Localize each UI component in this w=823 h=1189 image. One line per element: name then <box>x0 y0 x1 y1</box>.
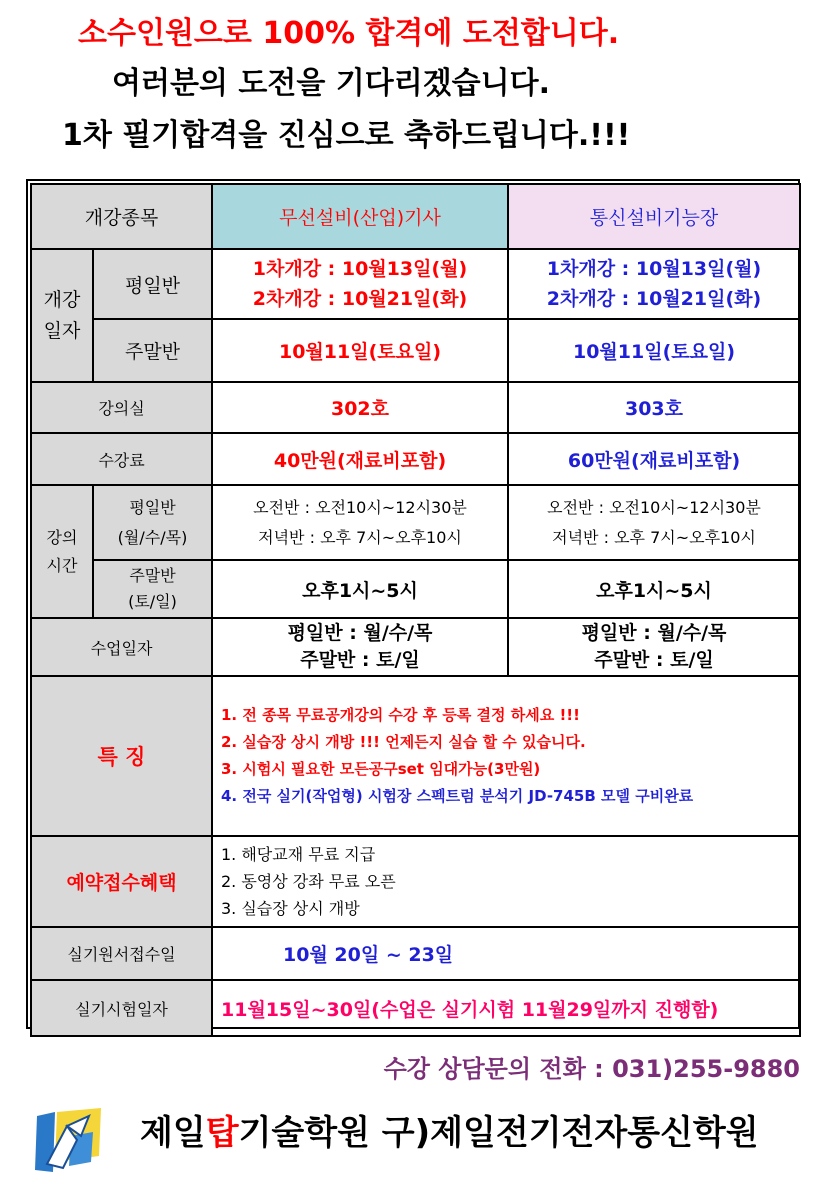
feature-item: 3. 시험시 필요한 모든공구set 임대가능(3만원) <box>221 760 541 778</box>
table-row <box>31 382 800 433</box>
time-weekend-label-line1: 주말반 <box>129 566 176 585</box>
time-weekend-course1: 오후1시~5시 <box>212 560 508 618</box>
start-date-label: 개강 일자 <box>31 249 93 382</box>
exam-label: 실기시험일자 <box>31 980 212 1036</box>
academy-name-suffix: 기술학원 구)제일전기전자통신학원 <box>238 1113 759 1153</box>
weekend-label: 주말반 <box>93 319 212 382</box>
perk-label: 예약접수혜택 <box>31 836 212 927</box>
time-weekday-course1 <box>212 485 508 560</box>
weekday-course2-line1: 1차개강 : 10월13일(월) <box>546 258 762 280</box>
table-row <box>31 485 800 560</box>
weekend-course2: 10월11일(토요일) <box>508 319 800 382</box>
course1-header: 무선설비(산업)기사 <box>212 184 508 249</box>
headline-2: 여러분의 도전을 기다리겠습니다. <box>112 66 551 101</box>
course2-header: 통신설비기능장 <box>508 184 800 249</box>
perk-item: 3. 실습장 상시 개방 <box>221 899 360 918</box>
apply-value: 10월 20일 ~ 23일 <box>212 927 800 980</box>
table-row <box>31 836 800 927</box>
academy-name <box>140 1105 759 1154</box>
fee-course1: 40만원(재료비포함) <box>212 433 508 485</box>
days-course2-line2: 주말반 : 토/일 <box>594 649 714 671</box>
feature-item: 4. 전국 실기(작업형) 시험장 스펙트럼 분석기 JD-745B 모델 구비완료 <box>221 787 694 805</box>
feature-item: 2. 실습장 상시 개방 !!! 언제든지 실습 할 수 있습니다. <box>221 733 586 751</box>
days-course1 <box>212 618 508 676</box>
time-weekend-course2: 오후1시~5시 <box>508 560 800 618</box>
subject-label: 개강종목 <box>31 184 212 249</box>
table-row <box>31 676 800 836</box>
room-course2: 303호 <box>508 382 800 433</box>
time-weekend-label-line2: (토/일) <box>128 592 177 611</box>
perk-item: 1. 해당교재 무료 지급 <box>221 845 376 864</box>
academy-name-prefix: 제일 <box>140 1113 206 1153</box>
perk-item: 2. 동영상 강좌 무료 오픈 <box>221 872 396 891</box>
time-label: 강의 시간 <box>31 485 93 618</box>
time-weekday-course2 <box>508 485 800 560</box>
feature-list <box>212 676 800 836</box>
table-row <box>31 618 800 676</box>
table-row <box>31 319 800 382</box>
time-weekday-course1-line2: 저녁반 : 오후 7시~오후10시 <box>258 527 462 547</box>
academy-logo-icon <box>33 1106 103 1176</box>
time-weekday-label-line1: 평일반 <box>129 497 176 517</box>
table-row <box>31 249 800 319</box>
perk-list <box>212 836 800 927</box>
feature-item: 1. 전 종목 무료공개강의 수강 후 등록 결정 하세요 !!! <box>221 706 580 724</box>
apply-label: 실기원서접수일 <box>31 927 212 980</box>
time-weekday-course1-line1: 오전반 : 오전10시~12시30분 <box>253 497 467 517</box>
weekend-course1: 10월11일(토요일) <box>212 319 508 382</box>
days-course1-line2: 주말반 : 토/일 <box>300 649 420 671</box>
time-weekday-course2-line2: 저녁반 : 오후 7시~오후10시 <box>552 527 756 547</box>
time-weekend-label <box>93 560 212 618</box>
days-label: 수업일자 <box>31 618 212 676</box>
fee-course2: 60만원(재료비포함) <box>508 433 800 485</box>
table-row <box>31 980 800 1036</box>
schedule-table <box>30 183 801 1037</box>
days-course2-line1: 평일반 : 월/수/목 <box>581 622 727 644</box>
academy-name-highlight: 탑 <box>205 1113 239 1153</box>
days-course1-line1: 평일반 : 월/수/목 <box>287 622 433 644</box>
room-course1: 302호 <box>212 382 508 433</box>
table-row <box>31 184 800 249</box>
table-row <box>31 560 800 618</box>
weekday-course2-line2: 2차개강 : 10월21일(화) <box>546 288 762 310</box>
room-label: 강의실 <box>31 382 212 433</box>
time-weekday-label-line2: (월/수/목) <box>117 527 188 547</box>
weekday-course1-line2: 2차개강 : 10월21일(화) <box>252 288 468 310</box>
exam-value: 11월15일~30일(수업은 실기시험 11월29일까지 진행함) <box>212 980 800 1036</box>
phone-contact: 수강 상담문의 전화 : 031)255-9880 <box>383 1055 800 1083</box>
fee-label: 수강료 <box>31 433 212 485</box>
time-weekday-course2-line1: 오전반 : 오전10시~12시30분 <box>547 497 761 517</box>
feature-label: 특 징 <box>31 676 212 836</box>
weekday-course1 <box>212 249 508 319</box>
time-weekday-label <box>93 485 212 560</box>
headline-1: 소수인원으로 100% 합격에 도전합니다. <box>78 16 620 51</box>
weekday-course1-line1: 1차개강 : 10월13일(월) <box>252 258 468 280</box>
headline-3: 1차 필기합격을 진심으로 축하드립니다.!!! <box>62 118 631 153</box>
weekday-course2 <box>508 249 800 319</box>
weekday-label: 평일반 <box>93 249 212 319</box>
table-row <box>31 927 800 980</box>
days-course2 <box>508 618 800 676</box>
table-row <box>31 433 800 485</box>
